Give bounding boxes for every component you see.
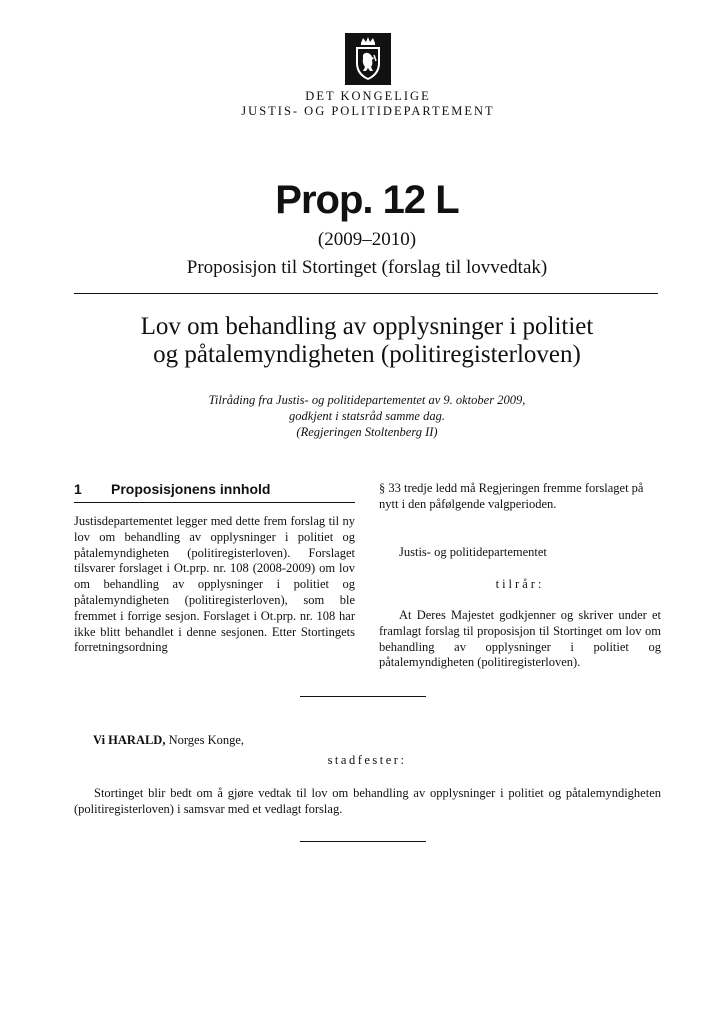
recommendation-line3: (Regjeringen Stoltenberg II) xyxy=(296,425,438,439)
recommendation-text: At Deres Majestet godkjenner og skriver under et framlagt forslag til proposisjon til Stortinget om lov om behandling av opplysninger i politiet og påtalemyndigheten (politiregisterloven). xyxy=(379,608,661,670)
department-signature: Justis- og politidepartementet xyxy=(399,545,547,559)
ministry-name-line1: DET KONGELIGE xyxy=(305,89,431,103)
recommendation-line2: godkjent i statsråd samme dag. xyxy=(289,409,445,423)
decree-text: Stortinget blir bedt om å gjøre vedtak til lov om behandling av opplysninger i politiet og påtalemyndigheten (politiregisterloven) i samsvar med et vedlagt forslag. xyxy=(74,786,661,816)
short-divider xyxy=(300,696,426,697)
title-divider xyxy=(74,293,658,294)
royal-greeting xyxy=(93,733,244,748)
recommendation-note xyxy=(0,392,724,440)
king-name: Vi HARALD, xyxy=(93,733,166,747)
ministry-name-line2: JUSTIS- OG POLITIDEPARTEMENT xyxy=(241,104,495,118)
confirms-label: stadfester: xyxy=(327,753,407,767)
section-divider xyxy=(74,502,355,503)
proposition-year: (2009–2010) xyxy=(317,229,417,250)
section-title: Proposisjonens innhold xyxy=(111,481,271,497)
coat-of-arms-icon xyxy=(345,33,391,85)
short-divider-bottom xyxy=(300,841,426,842)
law-title-line1: Lov om behandling av opplysninger i politiet xyxy=(140,313,594,340)
section-body-right: § 33 tredje ledd må Regjeringen fremme forslaget på nytt i den påfølgende valgperioden. xyxy=(379,481,644,511)
proposition-title: Prop. 12 L xyxy=(275,178,459,222)
proposition-type: Proposisjon til Stortinget (forslag til lovvedtak) xyxy=(186,257,548,278)
king-title: Norges Konge, xyxy=(165,733,245,747)
section-number: 1 xyxy=(74,481,82,497)
law-title-line2: og påtalemyndigheten (politiregisterloven) xyxy=(153,341,581,368)
recommendation-line1: Tilråding fra Justis- og politidepartementet av 9. oktober 2009, xyxy=(208,393,526,407)
section-body-left: Justisdepartementet legger med dette frem forslag til ny lov om behandling av opplysninger i politiet og påtalemyndigheten (politiregisterloven). Forslaget tilsvarer forslaget i Ot.prp. nr. 108 (2008-2009) om lov om behandling av opplysninger i politiet og påtalemyndigheten (politiregisterloven), som ble fremmet i forrige sesjon. Forslaget i Ot.prp. nr. 108 har ikke blitt behandlet i denne sesjonen. Etter Stortingets forretningsordning xyxy=(74,514,355,655)
recommends-label: tilrår: xyxy=(495,577,545,591)
law-title xyxy=(0,313,724,369)
